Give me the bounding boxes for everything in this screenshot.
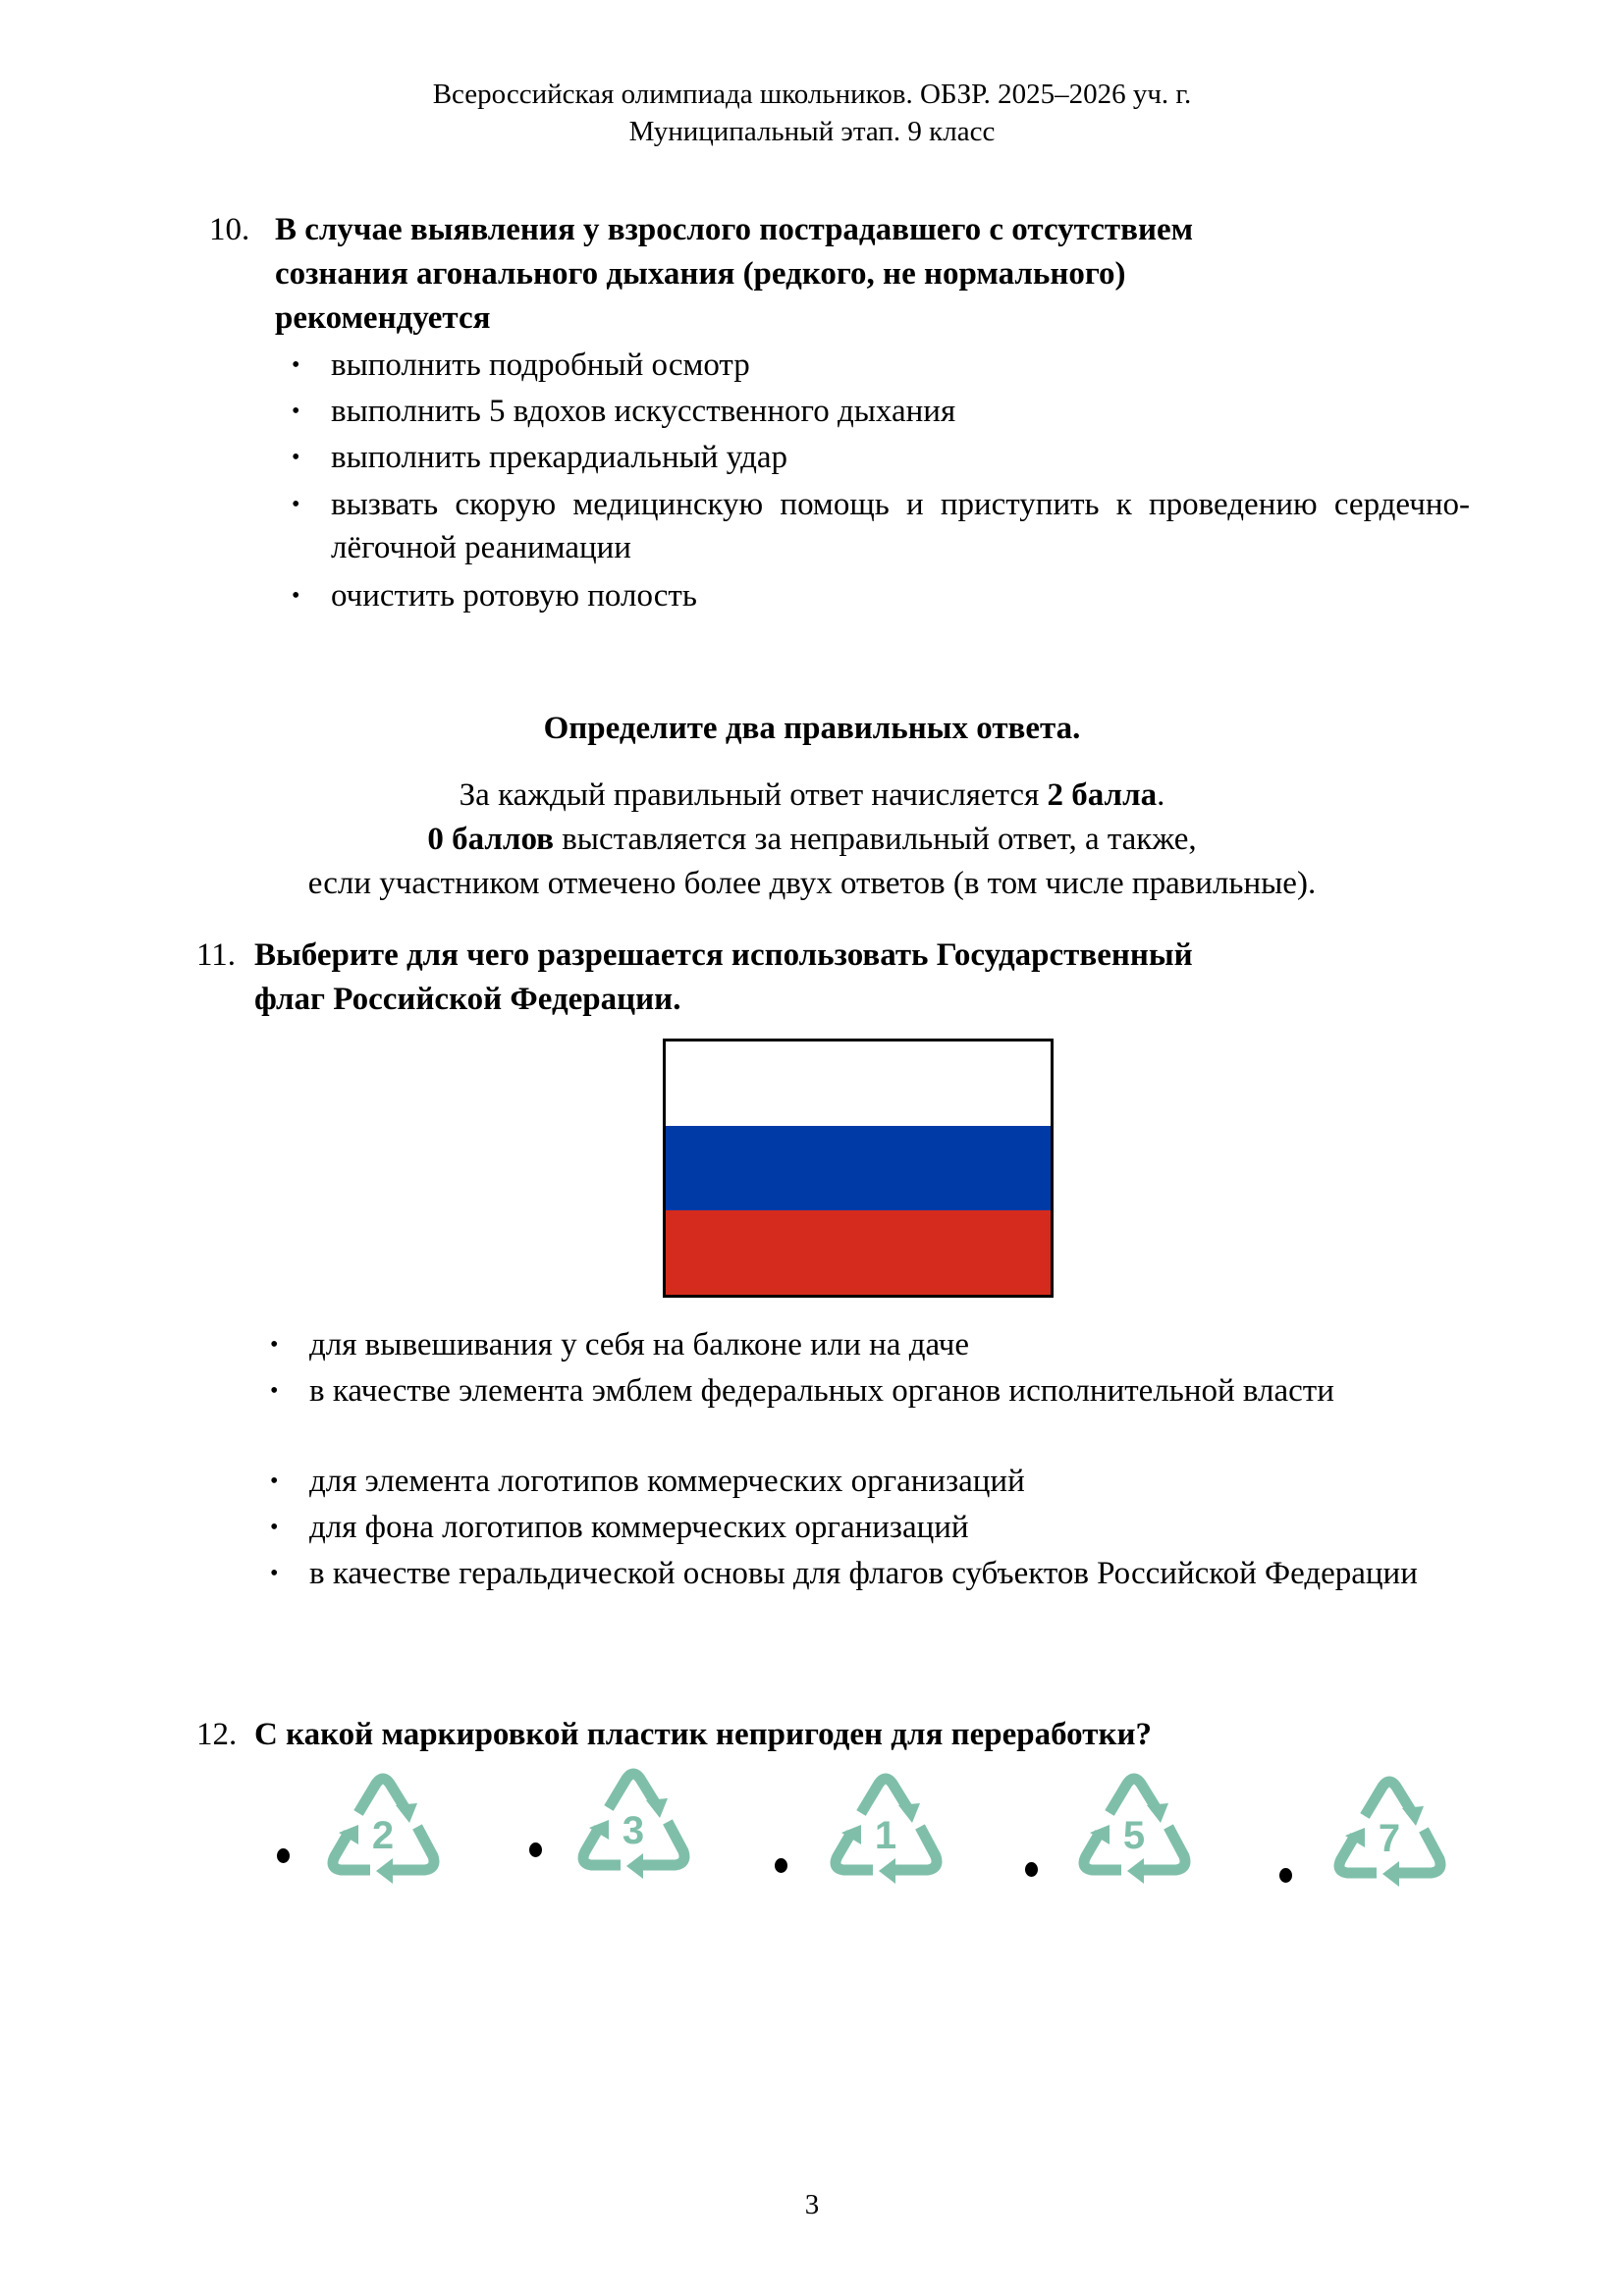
question-10-line-3: рекомендуется — [275, 300, 491, 336]
option-text: в качестве элемента эмблем федеральных органов исполнительной власти — [309, 1373, 1334, 1409]
recycle-code-label: 7 — [1378, 1817, 1401, 1860]
recycle-code-label: 5 — [1122, 1814, 1146, 1857]
q11-option-2[interactable] — [270, 1369, 1466, 1413]
russian-flag-image — [663, 1039, 1054, 1298]
recycle-symbol-icon — [569, 1759, 697, 1887]
bullet-icon: • — [270, 1561, 279, 1586]
option-text: в качестве геральдической основы для флагов субъектов Российской Федерации — [309, 1556, 1418, 1591]
question-11-number: 11. — [196, 937, 237, 973]
option-text: для элемента логотипов коммерческих организаций — [309, 1464, 1025, 1499]
option-text: для вывешивания у себя на балконе или на даче — [309, 1327, 970, 1362]
bullet-icon: • — [292, 352, 300, 378]
recycle-code-label: 3 — [622, 1809, 645, 1852]
q11-option-4[interactable] — [270, 1506, 1466, 1549]
recycle-code-label: 1 — [874, 1814, 897, 1857]
q10-option-3[interactable] — [292, 436, 1470, 479]
option-text: для фона логотипов коммерческих организаций — [309, 1510, 969, 1545]
q10-option-2[interactable] — [292, 390, 1470, 433]
question-10-line-2: сознания агонального дыхания (редкого, не нормального) — [275, 256, 1126, 292]
recycle-code-label: 2 — [371, 1814, 395, 1857]
scoring-rule-1-text: За каждый правильный ответ начисляется — [459, 777, 1048, 813]
question-10-line-1: В случае выявления у взрослого пострадавшего с отсутствием — [275, 212, 1194, 247]
section-title: Определите два правильных ответа. — [543, 711, 1081, 746]
scoring-rule-3: если участником отмечено более двух ответов (в том числе правильные). — [307, 866, 1317, 901]
q11-option-5[interactable] — [270, 1552, 1466, 1595]
scoring-rule-1-points: 2 балла — [1047, 777, 1158, 813]
question-12-text: С какой маркировкой пластик непригоден для переработки? — [254, 1717, 1152, 1752]
q10-option-5[interactable] — [292, 574, 1470, 617]
question-11-line-2: флаг Российской Федерации. — [254, 982, 681, 1017]
bullet-icon — [277, 1848, 290, 1863]
question-11-line-1: Выберите для чего разрешается использовать Государственный — [254, 937, 1193, 973]
scoring-rule-2-points: 0 баллов — [427, 822, 554, 857]
recycle-symbol-icon — [1326, 1767, 1453, 1895]
scoring-rule-2-text: выставляется за неправильный ответ, а также, — [553, 822, 1197, 857]
flag-stripe-red — [666, 1210, 1051, 1295]
option-text: очистить ротовую полость — [331, 578, 697, 614]
bullet-icon: • — [292, 583, 300, 609]
q11-option-3[interactable] — [270, 1460, 1466, 1503]
bullet-icon: • — [270, 1378, 279, 1404]
bullet-icon — [1279, 1868, 1292, 1883]
recycle-symbol-icon — [822, 1764, 949, 1892]
q10-option-4[interactable] — [292, 483, 1470, 569]
option-text: вызвать скорую медицинскую помощь и приступить к проведению сердечно-лёгочной реанимации — [331, 487, 1470, 565]
q11-option-1[interactable] — [270, 1323, 1466, 1366]
bullet-icon — [775, 1858, 787, 1873]
flag-stripe-white — [666, 1041, 1051, 1126]
flag-stripe-blue — [666, 1126, 1051, 1210]
question-12-number: 12. — [196, 1717, 238, 1752]
q10-option-1[interactable] — [292, 344, 1470, 387]
bullet-icon: • — [270, 1332, 279, 1358]
bullet-icon: • — [292, 492, 300, 517]
recycle-symbol-icon — [319, 1764, 447, 1892]
bullet-icon: • — [270, 1468, 279, 1494]
option-text: выполнить 5 вдохов искусственного дыхания — [331, 394, 956, 429]
scoring-rule-1-end: . — [1157, 777, 1165, 813]
doc-header-title: Всероссийская олимпиада школьников. ОБЗР. 2025–2026 уч. г. — [432, 79, 1192, 110]
option-text: выполнить подробный осмотр — [331, 347, 750, 383]
bullet-icon: • — [292, 399, 300, 424]
recycle-symbol-icon — [1070, 1764, 1198, 1892]
scoring-rule-2 — [0, 818, 1624, 861]
bullet-icon: • — [292, 445, 300, 470]
bullet-icon — [1025, 1862, 1038, 1877]
option-text: выполнить прекардиальный удар — [331, 440, 788, 475]
doc-header-subtitle: Муниципальный этап. 9 класс — [628, 116, 996, 147]
page-number: 3 — [804, 2189, 820, 2220]
bullet-icon — [529, 1842, 542, 1857]
question-10-number: 10. — [209, 212, 250, 247]
scoring-rule-1 — [0, 774, 1624, 817]
bullet-icon: • — [270, 1515, 279, 1540]
